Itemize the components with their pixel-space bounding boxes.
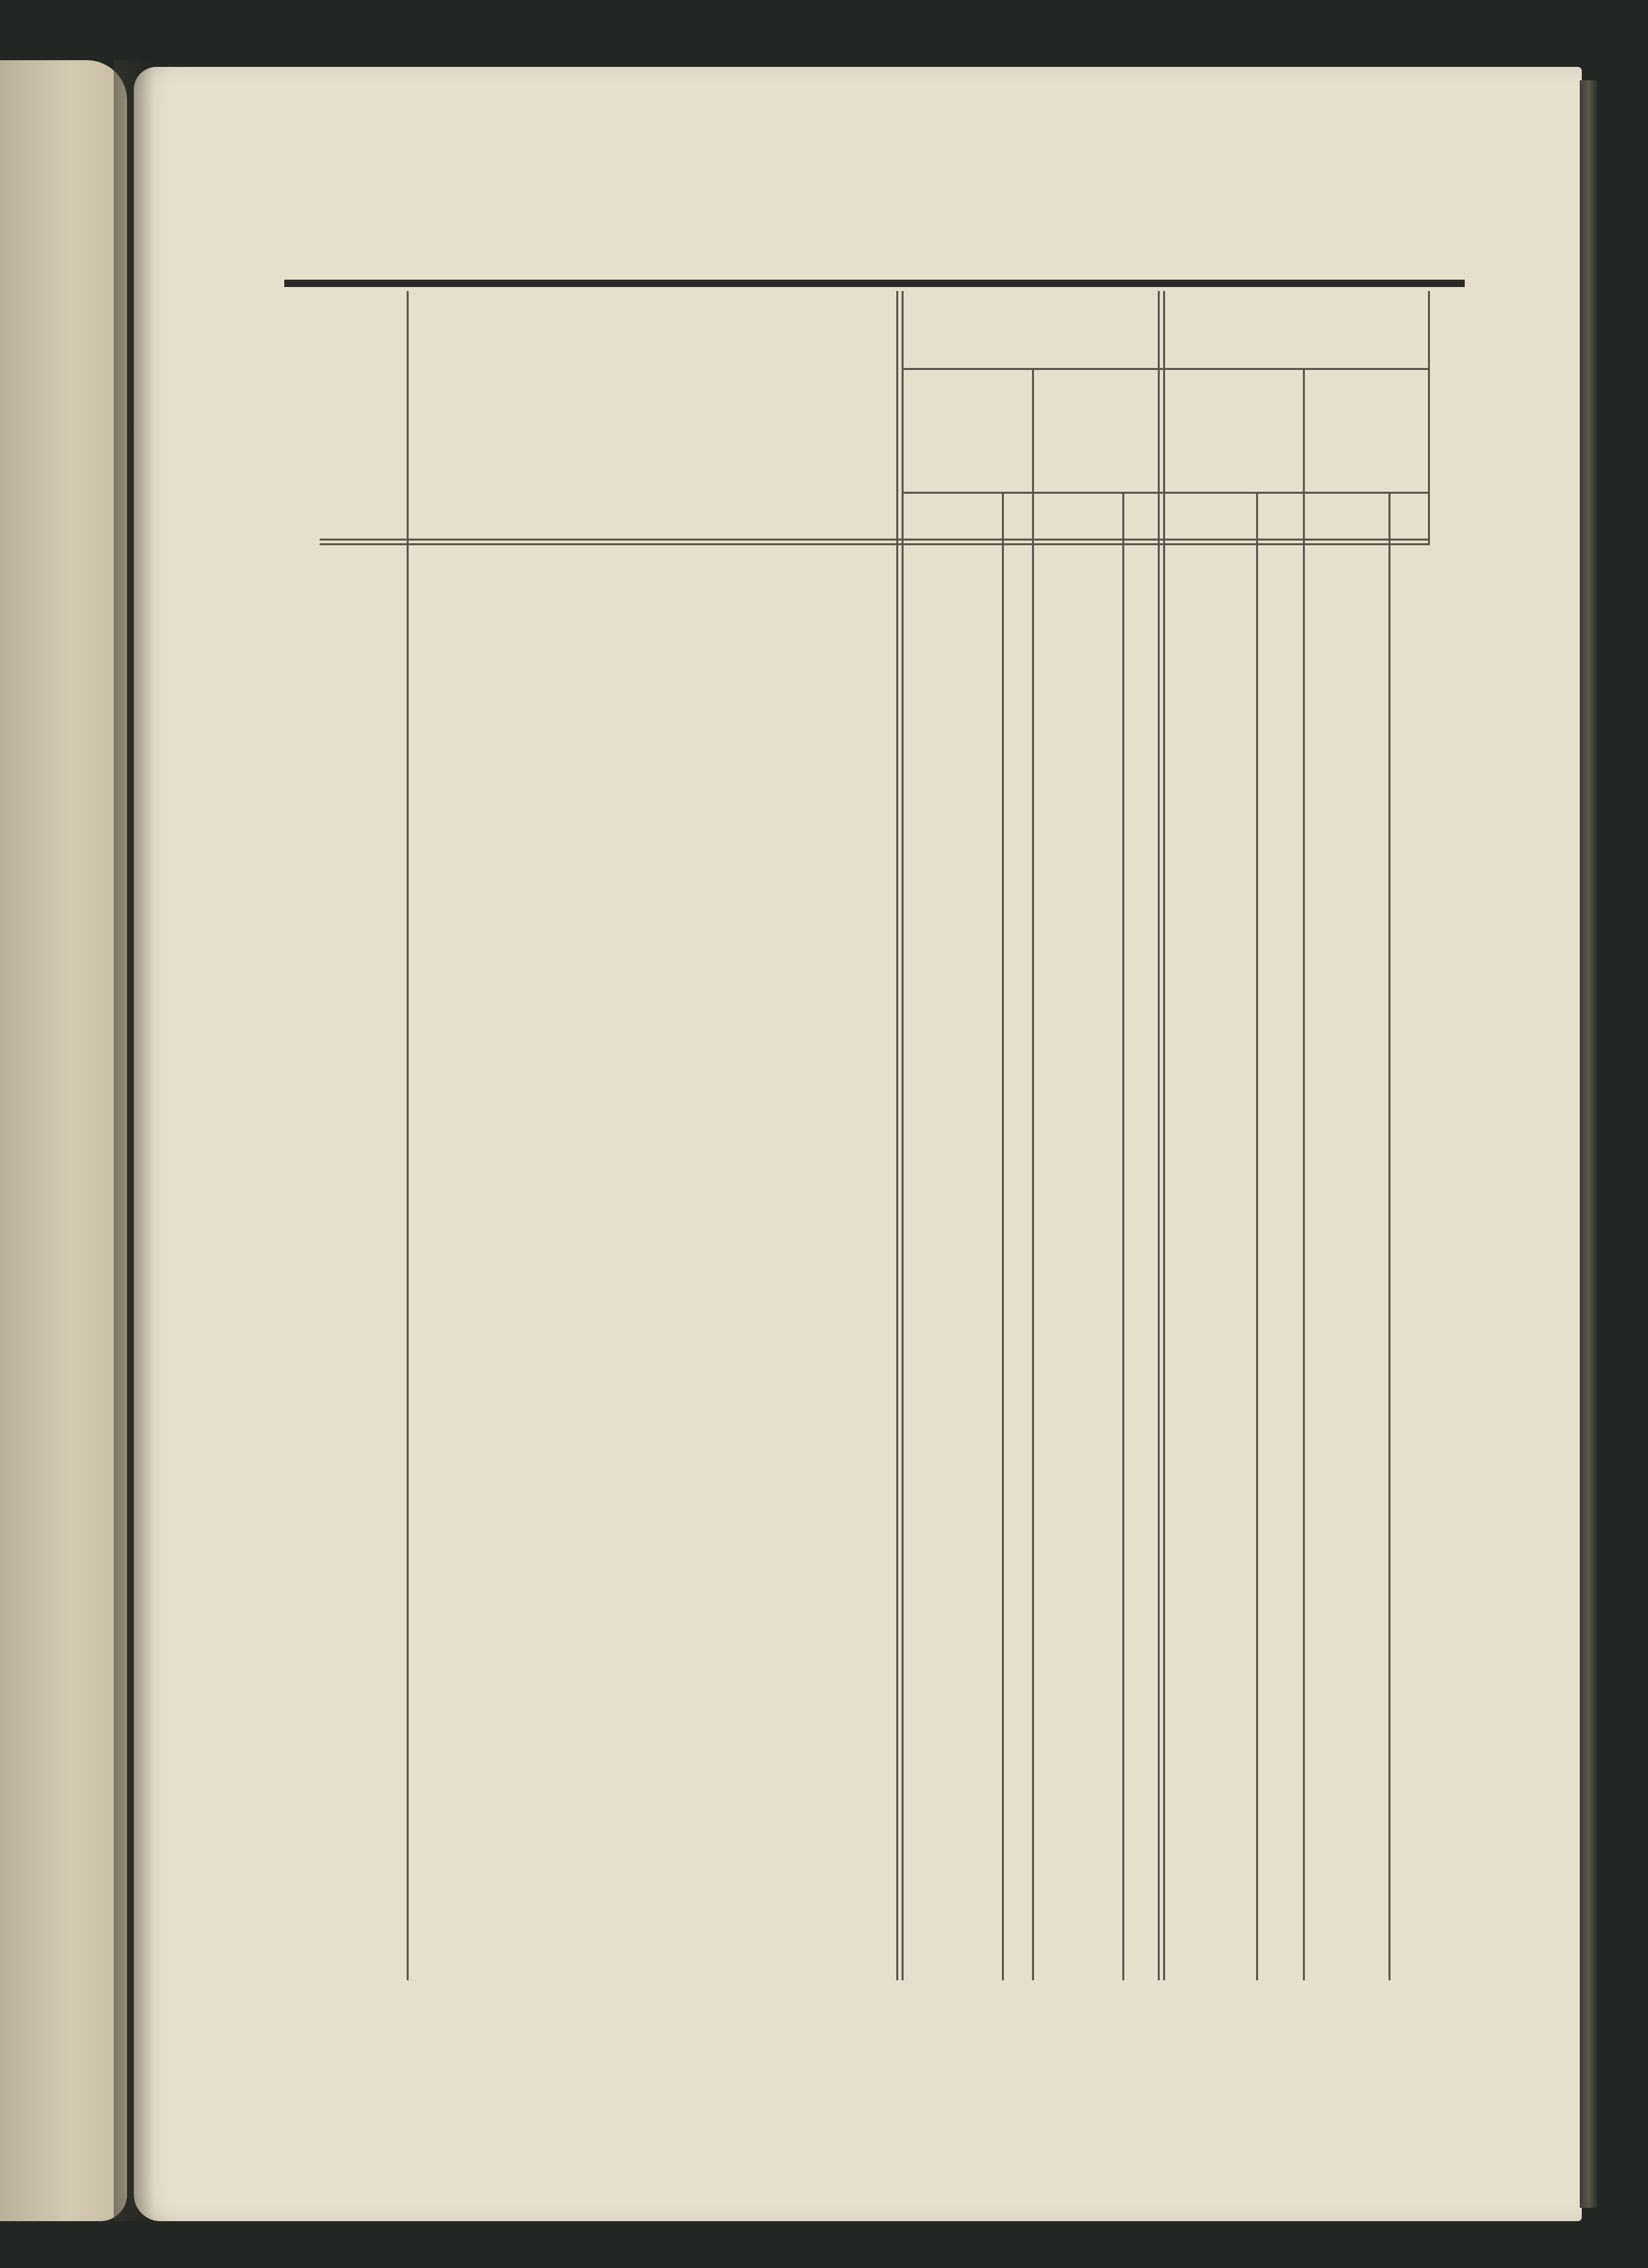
col-divider-district-a [1158, 291, 1160, 1980]
col-divider-provincial-b [902, 291, 904, 1980]
col-divider-district-b [1163, 291, 1165, 1980]
col-divider-prov-pen-kop [1122, 492, 1124, 1980]
col-divider-right [1428, 291, 1430, 545]
col-divider-dist-pen [1303, 368, 1305, 1980]
table-top-rule [284, 280, 1465, 287]
previous-page [0, 60, 127, 2221]
col-divider-prov-kop [1002, 492, 1004, 1980]
book-spine-shadow [114, 60, 154, 2221]
group-header-rule [902, 368, 1430, 370]
col-divider-book [407, 291, 409, 1980]
col-divider-dist-kop [1256, 492, 1258, 1980]
col-divider-provincial-a [896, 291, 898, 1980]
col-divider-prov-pen [1032, 368, 1034, 1980]
book-number-header [325, 452, 365, 639]
header-bottom-double-rule-2 [320, 543, 1430, 545]
page-stack-edge [1580, 80, 1597, 2208]
ledger-table [320, 291, 1430, 2030]
col-divider-dist-pen-kop [1388, 492, 1390, 1980]
unit-header-rule [902, 492, 1430, 494]
header-bottom-double-rule [320, 539, 1430, 541]
